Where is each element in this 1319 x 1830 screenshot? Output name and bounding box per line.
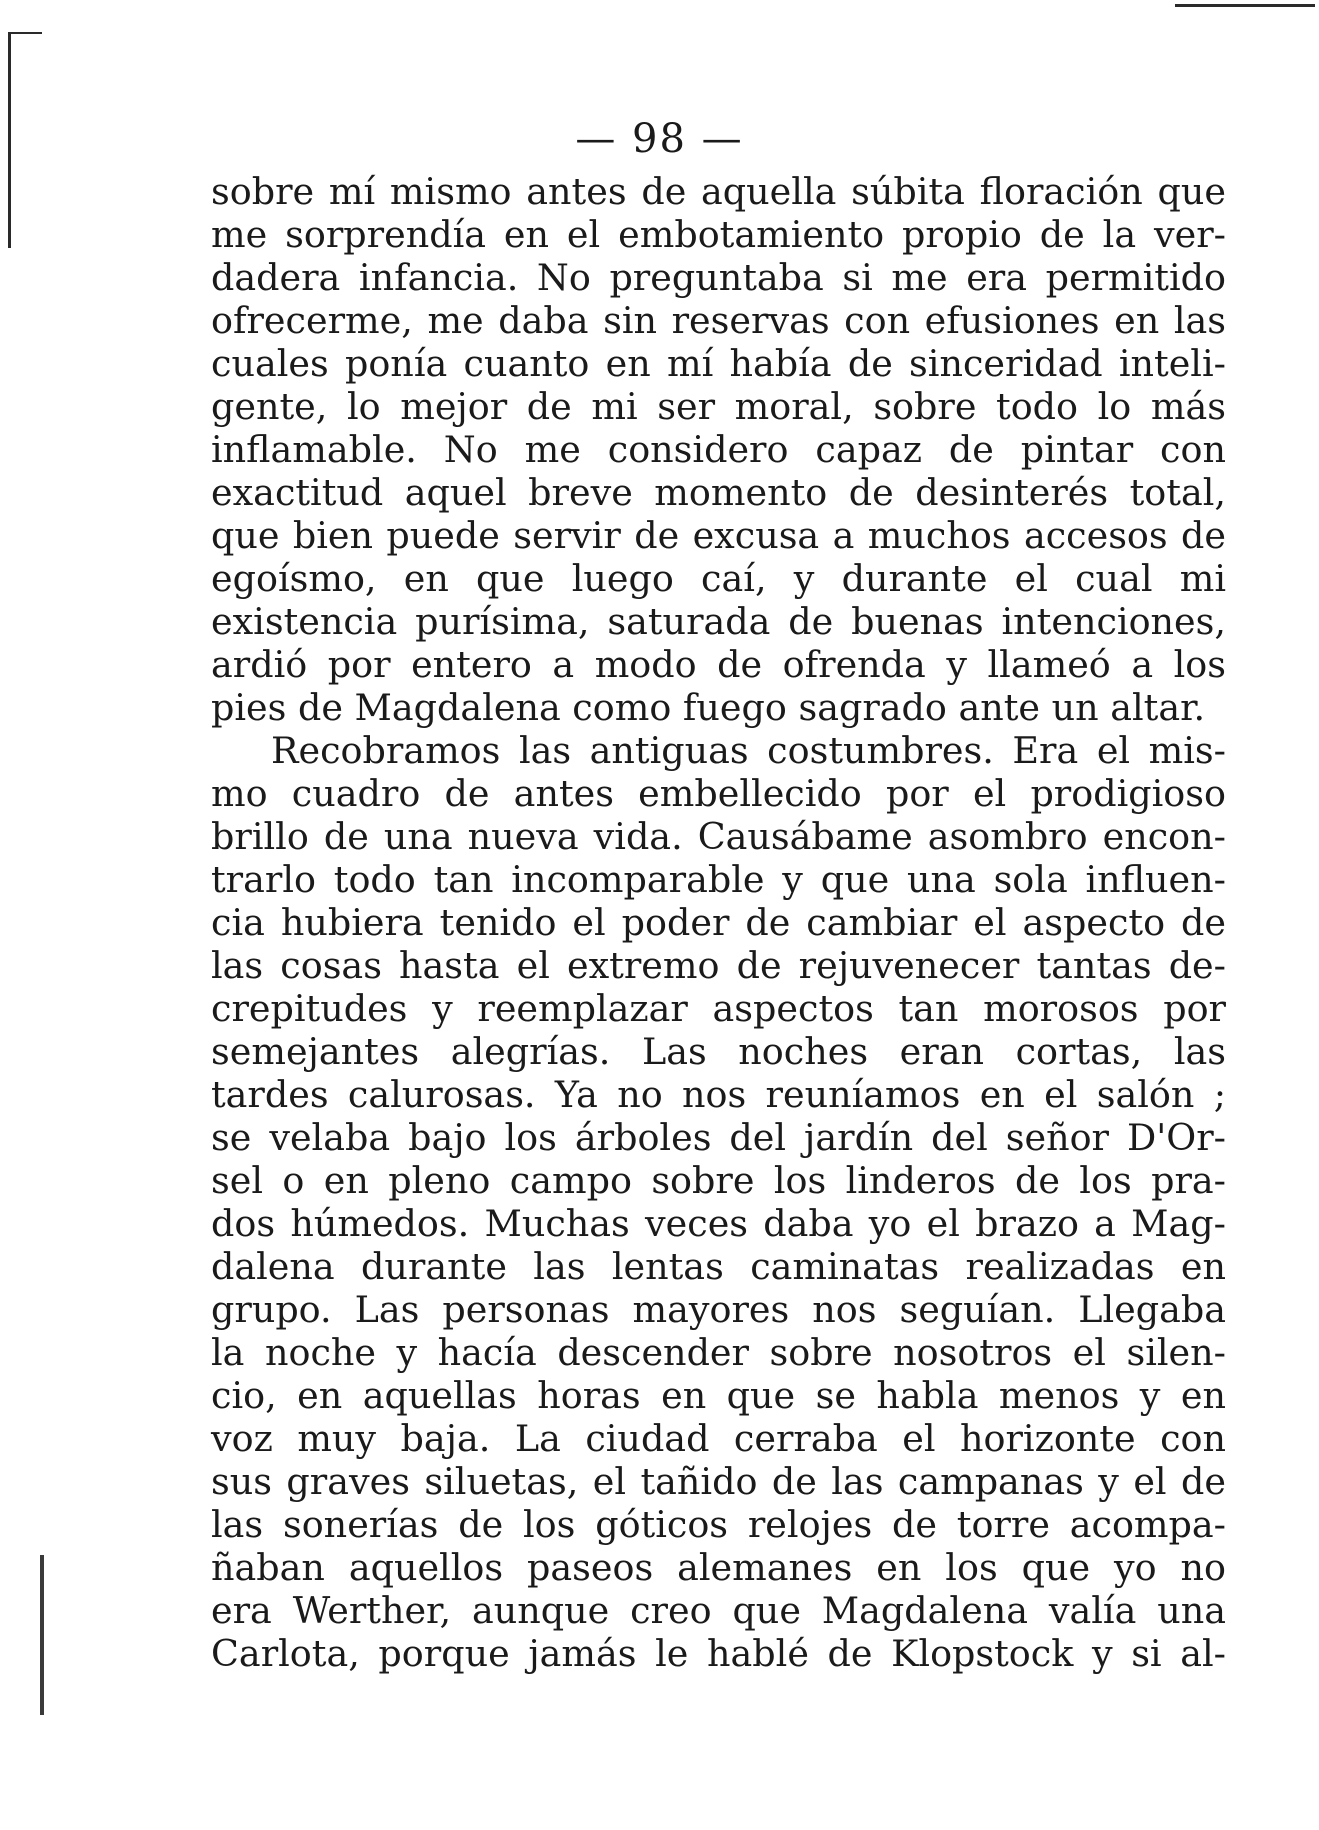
text-line: dalena durante las lentas caminatas realizadas en bbox=[211, 1245, 1226, 1288]
text-line: era Werther, aunque creo que Magdalena valía una bbox=[211, 1589, 1226, 1632]
text-line: cia hubiera tenido el poder de cambiar el aspecto de bbox=[211, 901, 1226, 944]
page-number: — 98 — bbox=[575, 116, 744, 162]
text-line: ñaban aquellos paseos alemanes en los que yo no bbox=[211, 1546, 1226, 1589]
text-line: semejantes alegrías. Las noches eran cortas, las bbox=[211, 1030, 1226, 1073]
text-line: crepitudes y reemplazar aspectos tan morosos por bbox=[211, 987, 1226, 1030]
text-line: se velaba bajo los árboles del jardín del señor D'Or- bbox=[211, 1116, 1226, 1159]
text-line: sus graves siluetas, el tañido de las campanas y el de bbox=[211, 1460, 1226, 1503]
text-line: tardes calurosas. Ya no nos reuníamos en el salón ; bbox=[211, 1073, 1226, 1116]
text-line: me sorprendía en el embotamiento propio de la ver- bbox=[211, 213, 1226, 256]
text-line: pies de Magdalena como fuego sagrado ante un altar. bbox=[211, 686, 1206, 729]
text-line: mo cuadro de antes embellecido por el prodigioso bbox=[211, 772, 1226, 815]
text-line: ardió por entero a modo de ofrenda y llameó a los bbox=[211, 643, 1226, 686]
text-line: dos húmedos. Muchas veces daba yo el brazo a Mag- bbox=[211, 1202, 1226, 1245]
text-line: grupo. Las personas mayores nos seguían. Llegaba bbox=[211, 1288, 1226, 1331]
text-line: cuales ponía cuanto en mí había de sinceridad inteli- bbox=[211, 342, 1226, 385]
text-line: egoísmo, en que luego caí, y durante el cual mi bbox=[211, 557, 1226, 600]
text-line: ofrecerme, me daba sin reservas con efusiones en las bbox=[211, 299, 1226, 342]
text-line: inflamable. No me considero capaz de pintar con bbox=[211, 428, 1226, 471]
text-line: Carlota, porque jamás le hablé de Klopstock y si al- bbox=[211, 1632, 1226, 1675]
text-line: dadera infancia. No preguntaba si me era permitido bbox=[211, 256, 1226, 299]
text-line: voz muy baja. La ciudad cerraba el horizonte con bbox=[211, 1417, 1226, 1460]
text-line-paragraph-start: Recobramos las antiguas costumbres. Era el mis- bbox=[271, 729, 1226, 772]
text-line: las cosas hasta el extremo de rejuvenecer tantas de- bbox=[211, 944, 1226, 987]
text-line: trarlo todo tan incomparable y que una sola influen- bbox=[211, 858, 1226, 901]
text-line: brillo de una nueva vida. Causábame asombro encon- bbox=[211, 815, 1226, 858]
body-text bbox=[211, 170, 1226, 1675]
text-line: gente, lo mejor de mi ser moral, sobre todo lo más bbox=[211, 385, 1226, 428]
text-line: exactitud aquel breve momento de desinterés total, bbox=[211, 471, 1226, 514]
scan-edge-top-right bbox=[1175, 4, 1315, 7]
scan-edge-top-left-horizontal bbox=[8, 32, 42, 34]
text-line: sel o en pleno campo sobre los linderos de los pra- bbox=[211, 1159, 1226, 1202]
text-line: cio, en aquellas horas en que se habla menos y en bbox=[211, 1374, 1226, 1417]
text-line: sobre mí mismo antes de aquella súbita floración que bbox=[211, 170, 1226, 213]
text-line: que bien puede servir de excusa a muchos accesos de bbox=[211, 514, 1226, 557]
scan-edge-bottom-left bbox=[40, 1555, 44, 1715]
text-line: las sonerías de los góticos relojes de torre acompa- bbox=[211, 1503, 1226, 1546]
text-line: la noche y hacía descender sobre nosotros el silen- bbox=[211, 1331, 1226, 1374]
text-line: existencia purísima, saturada de buenas intenciones, bbox=[211, 600, 1226, 643]
